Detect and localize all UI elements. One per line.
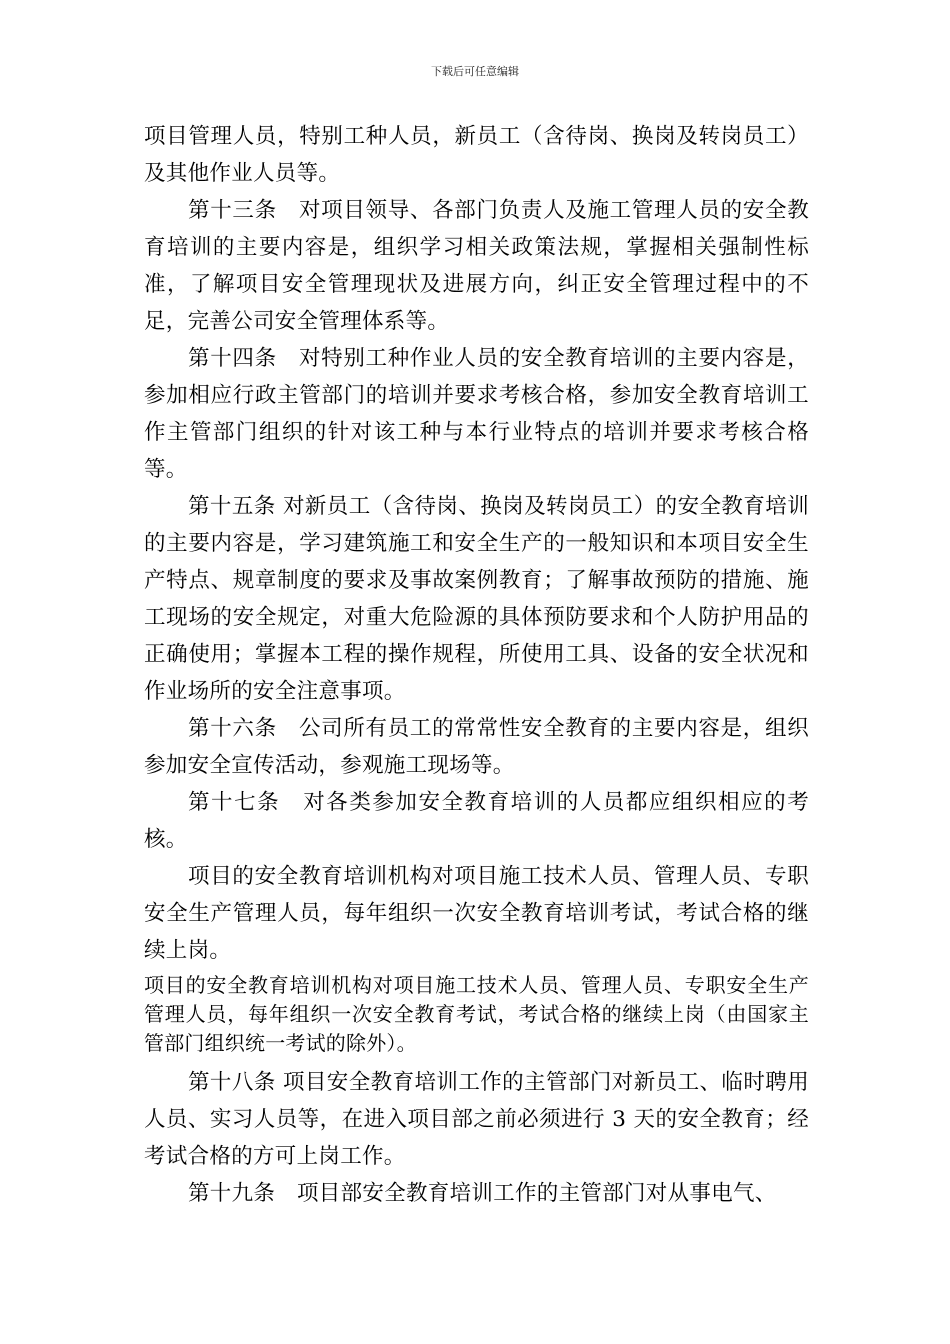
paragraph-article-13: 第十三条 对项目领导、各部门负责人及施工管理人员的安全教育培训的主要内容是，组织学习相关政策法规，掌握相关强制性标准，了解项目安全管理现状及进展方向，纠正安全管理过程中的不足，完善公司安全管理体系等。 [144,198,809,334]
page-header-note: 下载后可任意编辑 [431,65,519,78]
paragraph-continuation: 项目管理人员，特别工种人员，新员工（含待岗、换岗及转岗员工）及其他作业人员等。 [144,124,809,186]
paragraph-article-14: 第十四条 对特别工种作业人员的安全教育培训的主要内容是，参加相应行政主管部门的培训并要求考核合格，参加安全教育培训工作主管部门组织的针对该工种与本行业特点的培训并要求考核合格等。 [144,346,809,482]
paragraph-annual-training-exam: 项目的安全教育培训机构对项目施工技术人员、管理人员、专职安全生产管理人员，每年组织一次安全教育培训考试，考试合格的继续上岗。 [144,864,809,963]
document-body [144,118,809,1212]
paragraph-article-19: 第十九条 项目部安全教育培训工作的主管部门对从事电气、 [188,1181,777,1206]
paragraph-article-18: 第十八条 项目安全教育培训工作的主管部门对新员工、临时聘用人员、实习人员等，在进入项目部之前必须进行 3 天的安全教育；经考试合格的方可上岗工作。 [144,1070,809,1169]
paragraph-article-16: 第十六条 公司所有员工的常常性安全教育的主要内容是，组织参加安全宣传活动，参观施工现场等。 [144,716,809,778]
paragraph-article-15: 第十五条 对新员工（含待岗、换岗及转岗员工）的安全教育培训的主要内容是，学习建筑施工和安全生产的一般知识和本项目安全生产特点、规章制度的要求及事故案例教育；了解事故预防的措施、施工现场的安全规定，对重大危险源的具体预防要求和个人防护用品的正确使用；掌握本工程的操作规程，所使用工具、设备的安全状况和作业场所的安全注意事项。 [144,494,809,704]
paragraph-annual-exam-note: 项目的安全教育培训机构对项目施工技术人员、管理人员、专职安全生产管理人员，每年组织一次安全教育考试，考试合格的继续上岗（由国家主管部门组织统一考试的除外）。 [144,973,809,1055]
paragraph-article-17: 第十七条 对各类参加安全教育培训的人员都应组织相应的考核。 [144,790,809,852]
